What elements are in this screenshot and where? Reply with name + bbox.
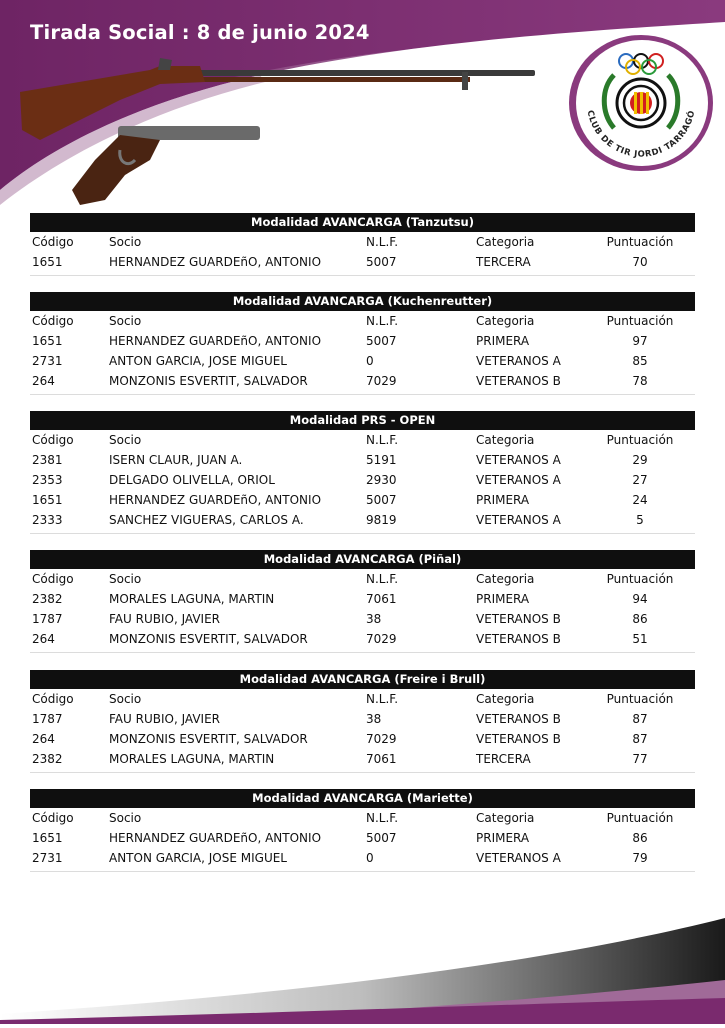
column-header-nlf: N.L.F.	[366, 692, 399, 706]
socio-cell: FAU RUBIO, JAVIER	[109, 612, 221, 626]
codigo-cell: 1651	[32, 831, 63, 845]
puntuacion-cell: 85	[632, 354, 648, 368]
logo-text: CLUB DE TIR JORDI TARRAGÓ	[584, 109, 698, 160]
section-divider	[30, 652, 695, 653]
column-header-puntuacion: Puntuación	[606, 433, 674, 447]
puntuacion-cell: 70	[632, 255, 648, 269]
nlf-cell: 7029	[366, 374, 397, 388]
column-header-categoria: Categoria	[476, 572, 535, 586]
page-footer	[0, 910, 725, 1024]
table-header-row	[30, 689, 695, 709]
table-row	[30, 609, 695, 629]
nlf-cell: 0	[366, 851, 374, 865]
socio-cell: MONZONIS ESVERTIT, SALVADOR	[109, 374, 308, 388]
categoria-cell: VETERANOS B	[476, 632, 561, 646]
codigo-cell: 264	[32, 732, 55, 746]
categoria-cell: VETERANOS B	[476, 612, 561, 626]
categoria-cell: PRIMERA	[476, 831, 530, 845]
table-row	[30, 828, 695, 848]
socio-cell: ANTON GARCIA, JOSE MIGUEL	[109, 851, 287, 865]
categoria-cell: VETERANOS A	[476, 851, 561, 865]
codigo-cell: 1651	[32, 334, 63, 348]
section-divider	[30, 394, 695, 395]
socio-cell: SANCHEZ VIGUERAS, CARLOS A.	[109, 513, 304, 527]
codigo-cell: 2731	[32, 851, 63, 865]
section-divider	[30, 871, 695, 872]
codigo-cell: 1787	[32, 612, 63, 626]
codigo-cell: 1651	[32, 255, 63, 269]
table-header-row	[30, 430, 695, 450]
categoria-cell: PRIMERA	[476, 334, 530, 348]
puntuacion-cell: 87	[632, 712, 648, 726]
results-section	[30, 411, 695, 530]
results-section	[30, 789, 695, 868]
column-header-nlf: N.L.F.	[366, 572, 399, 586]
socio-cell: ANTON GARCIA, JOSE MIGUEL	[109, 354, 287, 368]
table-header-row	[30, 311, 695, 331]
codigo-cell: 2731	[32, 354, 63, 368]
socio-cell: HERNANDEZ GUARDEñO, ANTONIO	[109, 831, 322, 845]
table-row	[30, 510, 695, 530]
categoria-cell: TERCERA	[476, 255, 531, 269]
categoria-cell: TERCERA	[476, 752, 531, 766]
table-header-row	[30, 569, 695, 589]
nlf-cell: 7061	[366, 592, 397, 606]
codigo-cell: 264	[32, 374, 55, 388]
puntuacion-cell: 86	[632, 612, 648, 626]
column-header-nlf: N.L.F.	[366, 811, 399, 825]
puntuacion-cell: 79	[632, 851, 648, 865]
nlf-cell: 5007	[366, 255, 397, 269]
column-header-categoria: Categoria	[476, 433, 535, 447]
socio-cell: HERNANDEZ GUARDEñO, ANTONIO	[109, 493, 322, 507]
table-row	[30, 470, 695, 490]
column-header-categoria: Categoria	[476, 314, 535, 328]
puntuacion-cell: 51	[632, 632, 648, 646]
puntuacion-cell: 77	[632, 752, 648, 766]
puntuacion-cell: 24	[632, 493, 648, 507]
column-header-nlf: N.L.F.	[366, 433, 399, 447]
puntuacion-cell: 97	[632, 334, 648, 348]
section-title: Modalidad AVANCARGA (Mariette)	[30, 789, 695, 808]
table-row	[30, 848, 695, 868]
categoria-cell: VETERANOS A	[476, 513, 561, 527]
categoria-cell: VETERANOS A	[476, 354, 561, 368]
section-divider	[30, 533, 695, 534]
puntuacion-cell: 94	[632, 592, 648, 606]
puntuacion-cell: 78	[632, 374, 648, 388]
socio-cell: MONZONIS ESVERTIT, SALVADOR	[109, 632, 308, 646]
socio-cell: MONZONIS ESVERTIT, SALVADOR	[109, 732, 308, 746]
categoria-cell: VETERANOS A	[476, 473, 561, 487]
section-title: Modalidad AVANCARGA (Tanzutsu)	[30, 213, 695, 232]
results-section	[30, 550, 695, 649]
section-title: Modalidad AVANCARGA (Kuchenreutter)	[30, 292, 695, 311]
categoria-cell: PRIMERA	[476, 592, 530, 606]
socio-cell: HERNANDEZ GUARDEñO, ANTONIO	[109, 334, 322, 348]
table-row	[30, 331, 695, 351]
column-header-socio: Socio	[109, 235, 142, 249]
nlf-cell: 7029	[366, 732, 397, 746]
table-row	[30, 589, 695, 609]
table-header-row	[30, 232, 695, 252]
categoria-cell: VETERANOS A	[476, 453, 561, 467]
categoria-cell: VETERANOS B	[476, 732, 561, 746]
column-header-puntuacion: Puntuación	[606, 314, 674, 328]
column-header-codigo: Código	[32, 314, 74, 328]
column-header-socio: Socio	[109, 811, 142, 825]
nlf-cell: 0	[366, 354, 374, 368]
nlf-cell: 9819	[366, 513, 397, 527]
nlf-cell: 2930	[366, 473, 397, 487]
table-header-row	[30, 808, 695, 828]
codigo-cell: 2381	[32, 453, 63, 467]
column-header-nlf: N.L.F.	[366, 314, 399, 328]
column-header-socio: Socio	[109, 314, 142, 328]
codigo-cell: 2382	[32, 752, 63, 766]
section-divider	[30, 275, 695, 276]
column-header-codigo: Código	[32, 692, 74, 706]
results-section	[30, 213, 695, 272]
results-section	[30, 670, 695, 769]
codigo-cell: 2353	[32, 473, 63, 487]
puntuacion-cell: 86	[632, 831, 648, 845]
puntuacion-cell: 27	[632, 473, 648, 487]
categoria-cell: VETERANOS B	[476, 712, 561, 726]
codigo-cell: 264	[32, 632, 55, 646]
nlf-cell: 38	[366, 612, 382, 626]
codigo-cell: 1651	[32, 493, 63, 507]
column-header-nlf: N.L.F.	[366, 235, 399, 249]
nlf-cell: 7061	[366, 752, 397, 766]
nlf-cell: 5007	[366, 493, 397, 507]
codigo-cell: 2382	[32, 592, 63, 606]
club-logo	[566, 33, 716, 173]
page-header	[0, 0, 725, 215]
socio-cell: MORALES LAGUNA, MARTIN	[109, 592, 275, 606]
footer-swoosh	[0, 910, 725, 1024]
puntuacion-cell: 5	[636, 513, 644, 527]
column-header-categoria: Categoria	[476, 811, 535, 825]
section-title: Modalidad AVANCARGA (Piñal)	[30, 550, 695, 569]
section-title: Modalidad AVANCARGA (Freire i Brull)	[30, 670, 695, 689]
column-header-socio: Socio	[109, 433, 142, 447]
categoria-cell: PRIMERA	[476, 493, 530, 507]
socio-cell: HERNANDEZ GUARDEñO, ANTONIO	[109, 255, 322, 269]
section-title: Modalidad PRS - OPEN	[30, 411, 695, 430]
column-header-puntuacion: Puntuación	[606, 811, 674, 825]
column-header-codigo: Código	[32, 811, 74, 825]
socio-cell: ISERN CLAUR, JUAN A.	[109, 453, 243, 467]
nlf-cell: 5007	[366, 831, 397, 845]
section-divider	[30, 772, 695, 773]
puntuacion-cell: 29	[632, 453, 648, 467]
column-header-puntuacion: Puntuación	[606, 572, 674, 586]
table-row	[30, 629, 695, 649]
socio-cell: FAU RUBIO, JAVIER	[109, 712, 221, 726]
table-row	[30, 252, 695, 272]
socio-cell: MORALES LAGUNA, MARTIN	[109, 752, 275, 766]
nlf-cell: 38	[366, 712, 382, 726]
nlf-cell: 5191	[366, 453, 397, 467]
column-header-categoria: Categoria	[476, 235, 535, 249]
nlf-cell: 5007	[366, 334, 397, 348]
column-header-socio: Socio	[109, 572, 142, 586]
results-section	[30, 292, 695, 391]
categoria-cell: VETERANOS B	[476, 374, 561, 388]
column-header-puntuacion: Puntuación	[606, 692, 674, 706]
column-header-puntuacion: Puntuación	[606, 235, 674, 249]
table-row	[30, 709, 695, 729]
page-title: Tirada Social : 8 de junio 2024	[30, 21, 370, 44]
table-row	[30, 450, 695, 470]
column-header-codigo: Código	[32, 235, 74, 249]
socio-cell: DELGADO OLIVELLA, ORIOL	[109, 473, 275, 487]
codigo-cell: 2333	[32, 513, 63, 527]
column-header-categoria: Categoria	[476, 692, 535, 706]
codigo-cell: 1787	[32, 712, 63, 726]
table-row	[30, 351, 695, 371]
column-header-codigo: Código	[32, 433, 74, 447]
table-row	[30, 490, 695, 510]
table-row	[30, 371, 695, 391]
nlf-cell: 7029	[366, 632, 397, 646]
column-header-socio: Socio	[109, 692, 142, 706]
table-row	[30, 749, 695, 769]
table-row	[30, 729, 695, 749]
puntuacion-cell: 87	[632, 732, 648, 746]
column-header-codigo: Código	[32, 572, 74, 586]
